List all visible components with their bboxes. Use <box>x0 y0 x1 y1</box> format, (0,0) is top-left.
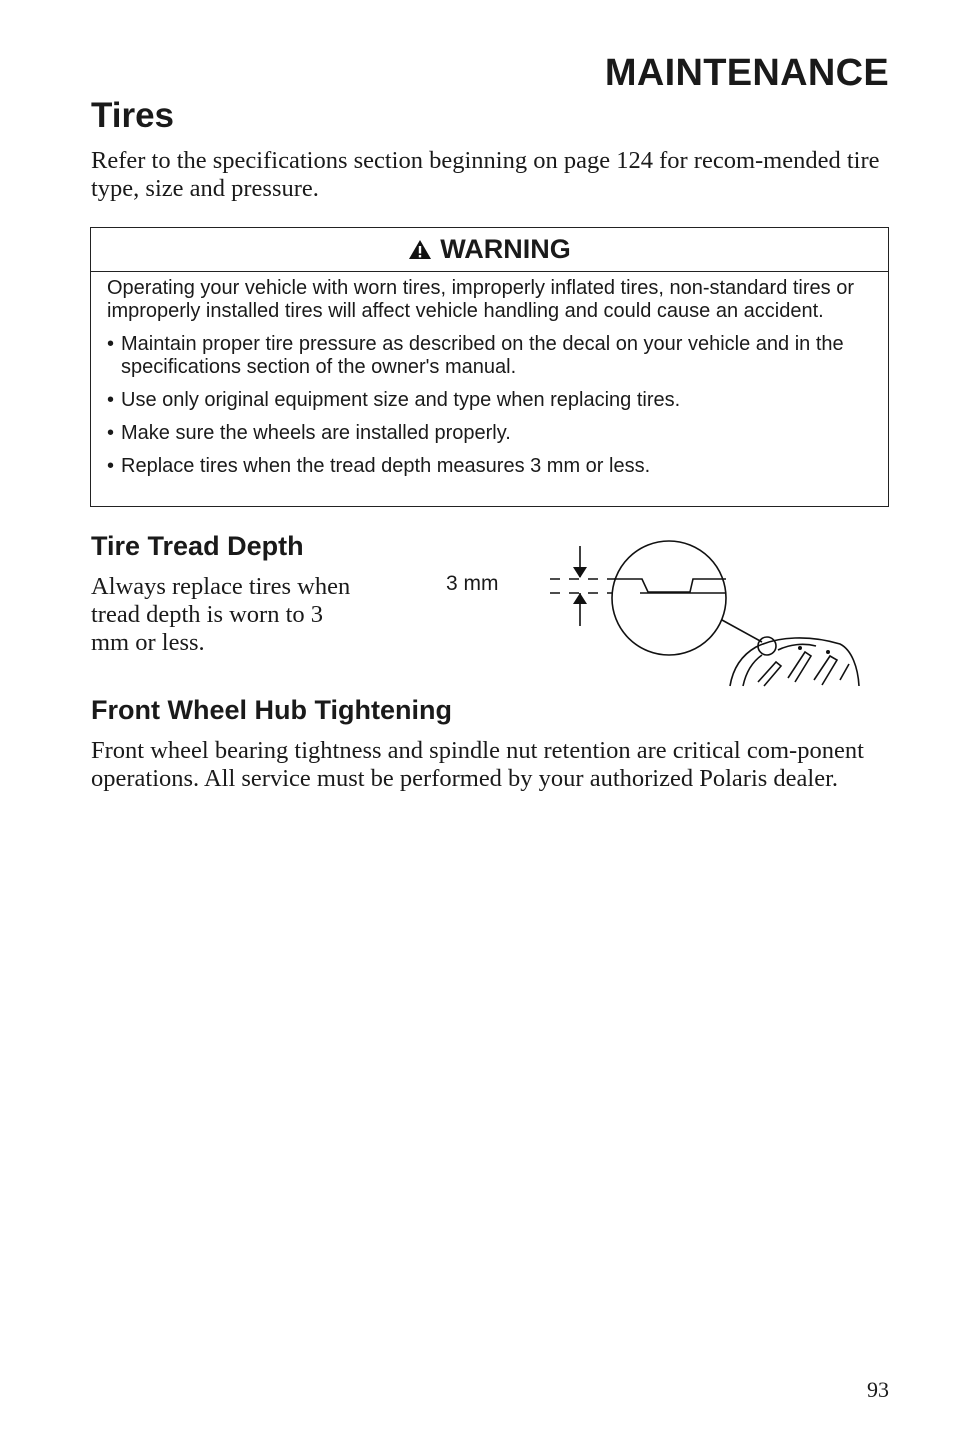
tread-depth-text: Always replace tires when tread depth is worn to 3 mm or less. <box>91 573 351 656</box>
tread-depth-label: 3 mm <box>446 572 499 595</box>
warning-box <box>90 227 889 507</box>
warning-item: • Use only original equipment size and type when replacing tires. <box>107 389 868 412</box>
tires-title: Tires <box>91 96 175 135</box>
warning-item: • Make sure the wheels are installed properly. <box>107 422 868 445</box>
tread-depth-title: Tire Tread Depth <box>91 531 304 561</box>
tread-depth-diagram <box>540 540 870 690</box>
warning-triangle-icon <box>408 239 432 260</box>
warning-list <box>107 333 868 478</box>
warning-body <box>91 272 888 478</box>
front-hub-title: Front Wheel Hub Tightening <box>91 695 452 725</box>
tires-intro: Refer to the specifications section beginning on page 124 for recom-mended tire type, size and pressure. <box>91 147 880 202</box>
warning-item: • Replace tires when the tread depth measures 3 mm or less. <box>107 455 868 478</box>
warning-text: Operating your vehicle with worn tires, improperly inflated tires, non-standard tires or improperly installed tires will affect vehicle handling and could cause an accident. <box>107 277 854 322</box>
section-header: MAINTENANCE <box>604 52 889 94</box>
page-number: 93 <box>867 1377 889 1402</box>
warning-item: • Maintain proper tire pressure as described on the decal on your vehicle and in the specifications section of the owner's manual. <box>107 333 868 379</box>
warning-header <box>91 228 888 272</box>
warning-title: WARNING <box>440 234 571 264</box>
front-hub-text: Front wheel bearing tightness and spindle nut retention are critical com-ponent operations. All service must be performed by your authorized Polaris dealer. <box>91 737 864 792</box>
